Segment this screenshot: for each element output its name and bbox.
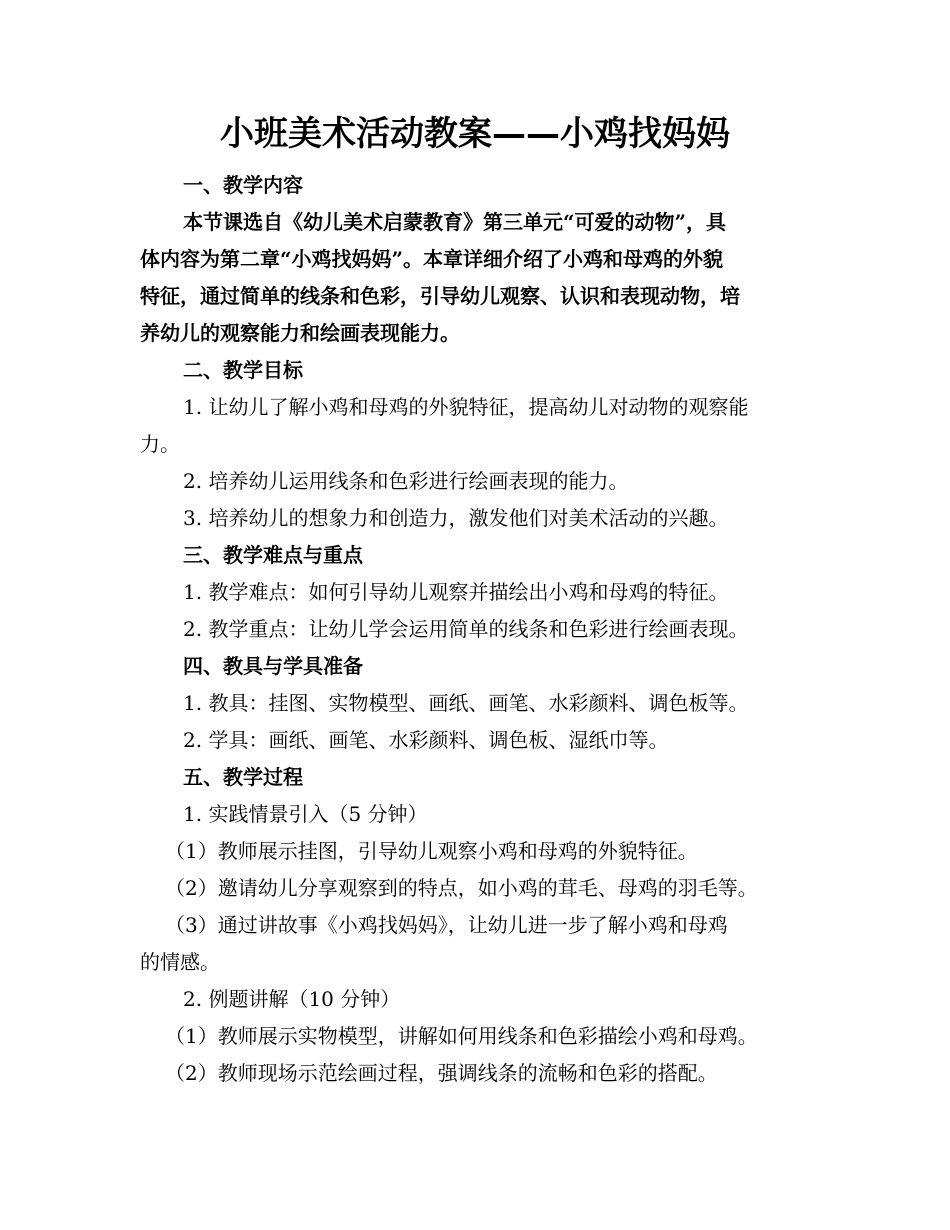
list-item: 1. 教具：挂图、实物模型、画纸、画笔、水彩颜料、调色板等。: [183, 691, 749, 715]
list-item: 2. 培养幼儿运用线条和色彩进行绘画表现的能力。: [183, 469, 629, 493]
step-item: （2）邀请幼儿分享观察到的特点，如小鸡的茸毛、母鸡的羽毛等。: [165, 876, 758, 900]
list-item: 1. 让幼儿了解小鸡和母鸡的外貌特征，提高幼儿对动物的观察能: [183, 395, 749, 419]
paragraph-line: 养幼儿的观察能力和绘画表现能力。: [140, 321, 460, 345]
step-item: （2）教师现场示范绘画过程，强调线条的流畅和色彩的搭配。: [165, 1061, 718, 1085]
section-heading-content: 一、教学内容: [183, 173, 303, 197]
section-heading-materials: 四、教具与学具准备: [183, 654, 363, 678]
step-item: （1）教师展示挂图，引导幼儿观察小鸡和母鸡的外貌特征。: [165, 839, 698, 863]
section-heading-goals: 二、教学目标: [183, 358, 303, 382]
paragraph-line: 特征，通过简单的线条和色彩，引导幼儿观察、认识和表现动物，培: [140, 284, 740, 308]
step-heading: 2. 例题讲解（10 分钟）: [183, 987, 401, 1011]
list-item: 3. 培养幼儿的想象力和创造力，激发他们对美术活动的兴趣。: [183, 506, 729, 530]
page-title: 小班美术活动教案——小鸡找妈妈: [220, 114, 730, 154]
list-item: 2. 学具：画纸、画笔、水彩颜料、调色板、湿纸巾等。: [183, 728, 669, 752]
section-heading-key-points: 三、教学难点与重点: [183, 543, 363, 567]
paragraph-line: 本节课选自《幼儿美术启蒙教育》第三单元“可爱的动物”，具: [183, 210, 727, 234]
step-item: （1）教师展示实物模型，讲解如何用线条和色彩描绘小鸡和母鸡。: [165, 1024, 758, 1048]
step-heading: 1. 实践情景引入（5 分钟）: [183, 802, 428, 826]
paragraph-line: 体内容为第二章“小鸡找妈妈”。本章详细介绍了小鸡和母鸡的外貌: [140, 247, 724, 271]
step-item: （3）通过讲故事《小鸡找妈妈》，让幼儿进一步了解小鸡和母鸡: [165, 913, 728, 937]
step-item-continuation: 的情感。: [140, 950, 220, 974]
list-item: 1. 教学难点：如何引导幼儿观察并描绘出小鸡和母鸡的特征。: [183, 580, 729, 604]
list-item-continuation: 力。: [140, 432, 180, 456]
section-heading-process: 五、教学过程: [183, 765, 303, 789]
list-item: 2. 教学重点：让幼儿学会运用简单的线条和色彩进行绘画表现。: [183, 617, 749, 641]
